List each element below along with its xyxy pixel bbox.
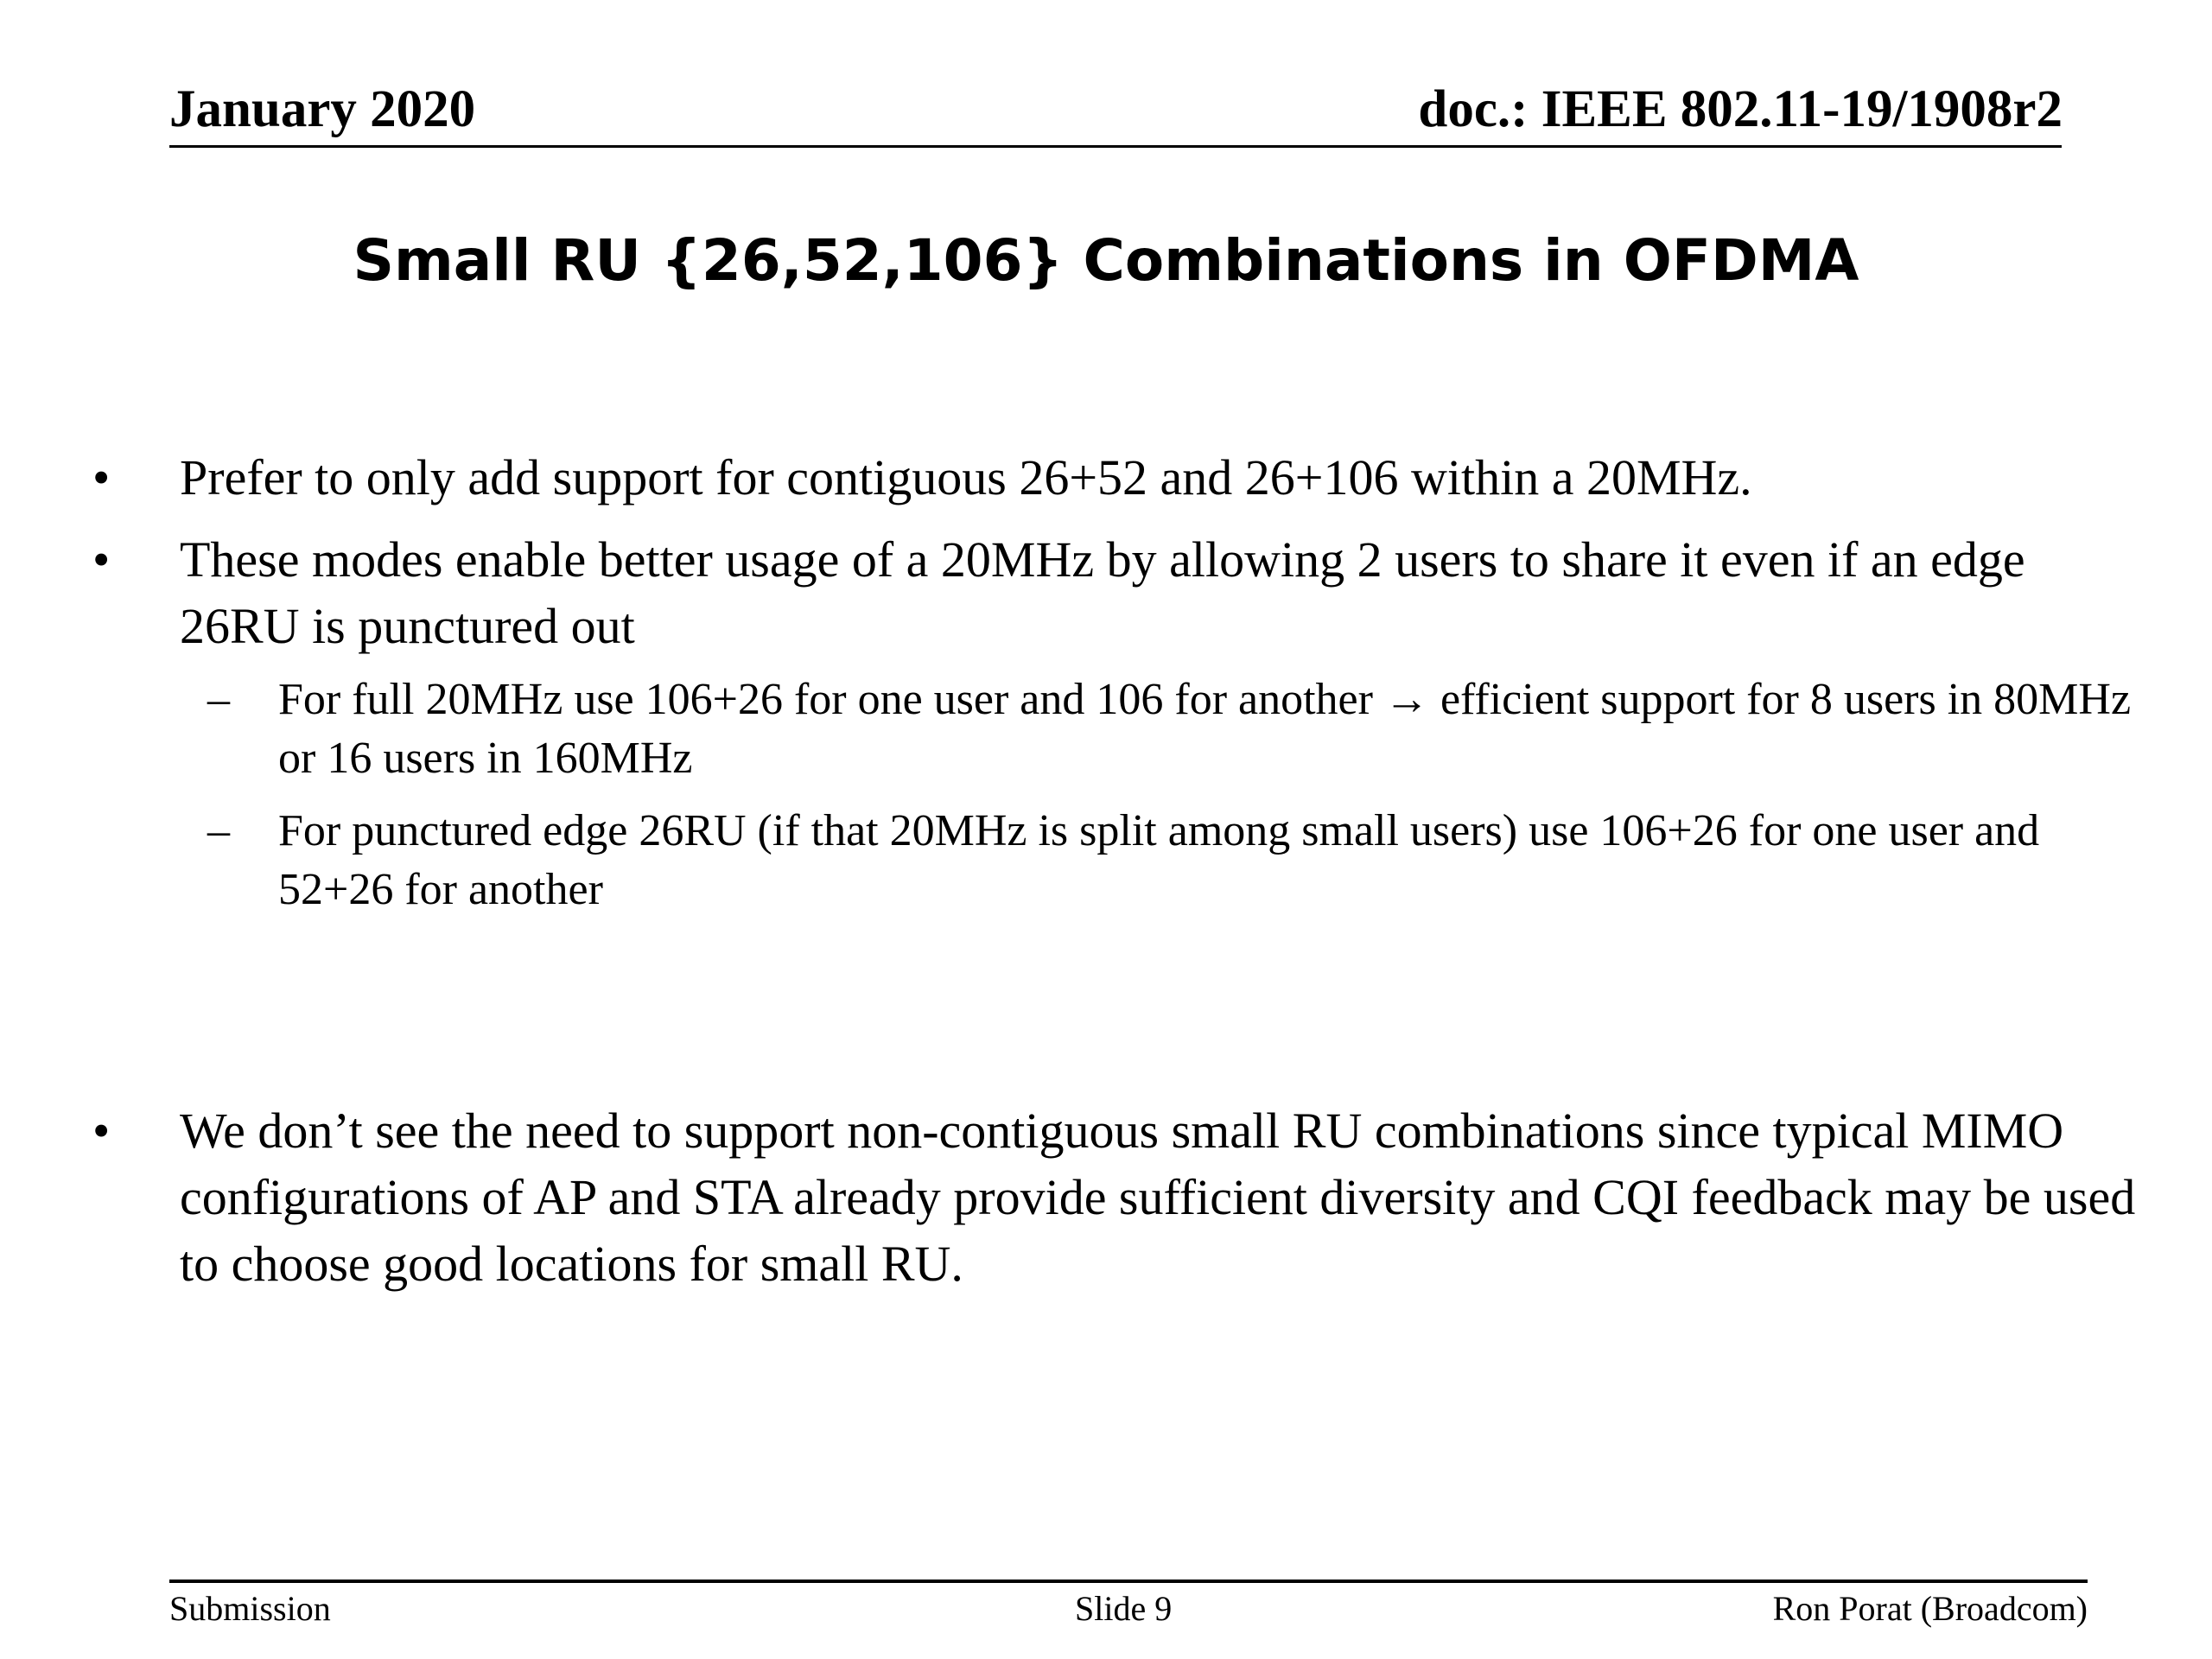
sub-bullet-text: For punctured edge 26RU (if that 20MHz is split among small users) use 106+26 for one user and 52+26 for another [278, 806, 2040, 914]
bullet-marker: • [92, 449, 111, 505]
sub-bullet-marker: – [207, 806, 230, 855]
bullet-marker: • [92, 531, 111, 588]
bullet-text: We don’t see the need to support non-contiguous small RU combinations since typical MIMO configurations of AP and STA already provide sufficient diversity and CQI feedback may be used to choose good locations for small RU. [180, 1103, 2136, 1292]
sub-bullet-marker: – [207, 675, 230, 724]
header-doc-id: doc.: IEEE 802.11-19/1908r2 [1418, 80, 2063, 138]
sub-bullet-text: For full 20MHz use 106+26 for one user and 106 for another → efficient support for 8 users in 80MHz or 16 users in 160MHz [278, 675, 2132, 783]
bullet-marker: • [92, 1103, 111, 1159]
footer-submission: Submission [169, 1589, 331, 1628]
bullet-text: These modes enable better usage of a 20MHz by allowing 2 users to share it even if an edge 26RU is punctured out [180, 531, 2025, 654]
footer-slide-number: Slide 9 [1075, 1589, 1173, 1628]
bullet-text: Prefer to only add support for contiguous 26+52 and 26+106 within a 20MHz. [180, 449, 1752, 505]
header-date: January 2020 [169, 80, 476, 138]
slide-title: Small RU {26,52,106} Combinations in OFDMA [353, 227, 1859, 294]
footer-divider [169, 1580, 2088, 1583]
footer-author: Ron Porat (Broadcom) [1772, 1589, 2088, 1628]
